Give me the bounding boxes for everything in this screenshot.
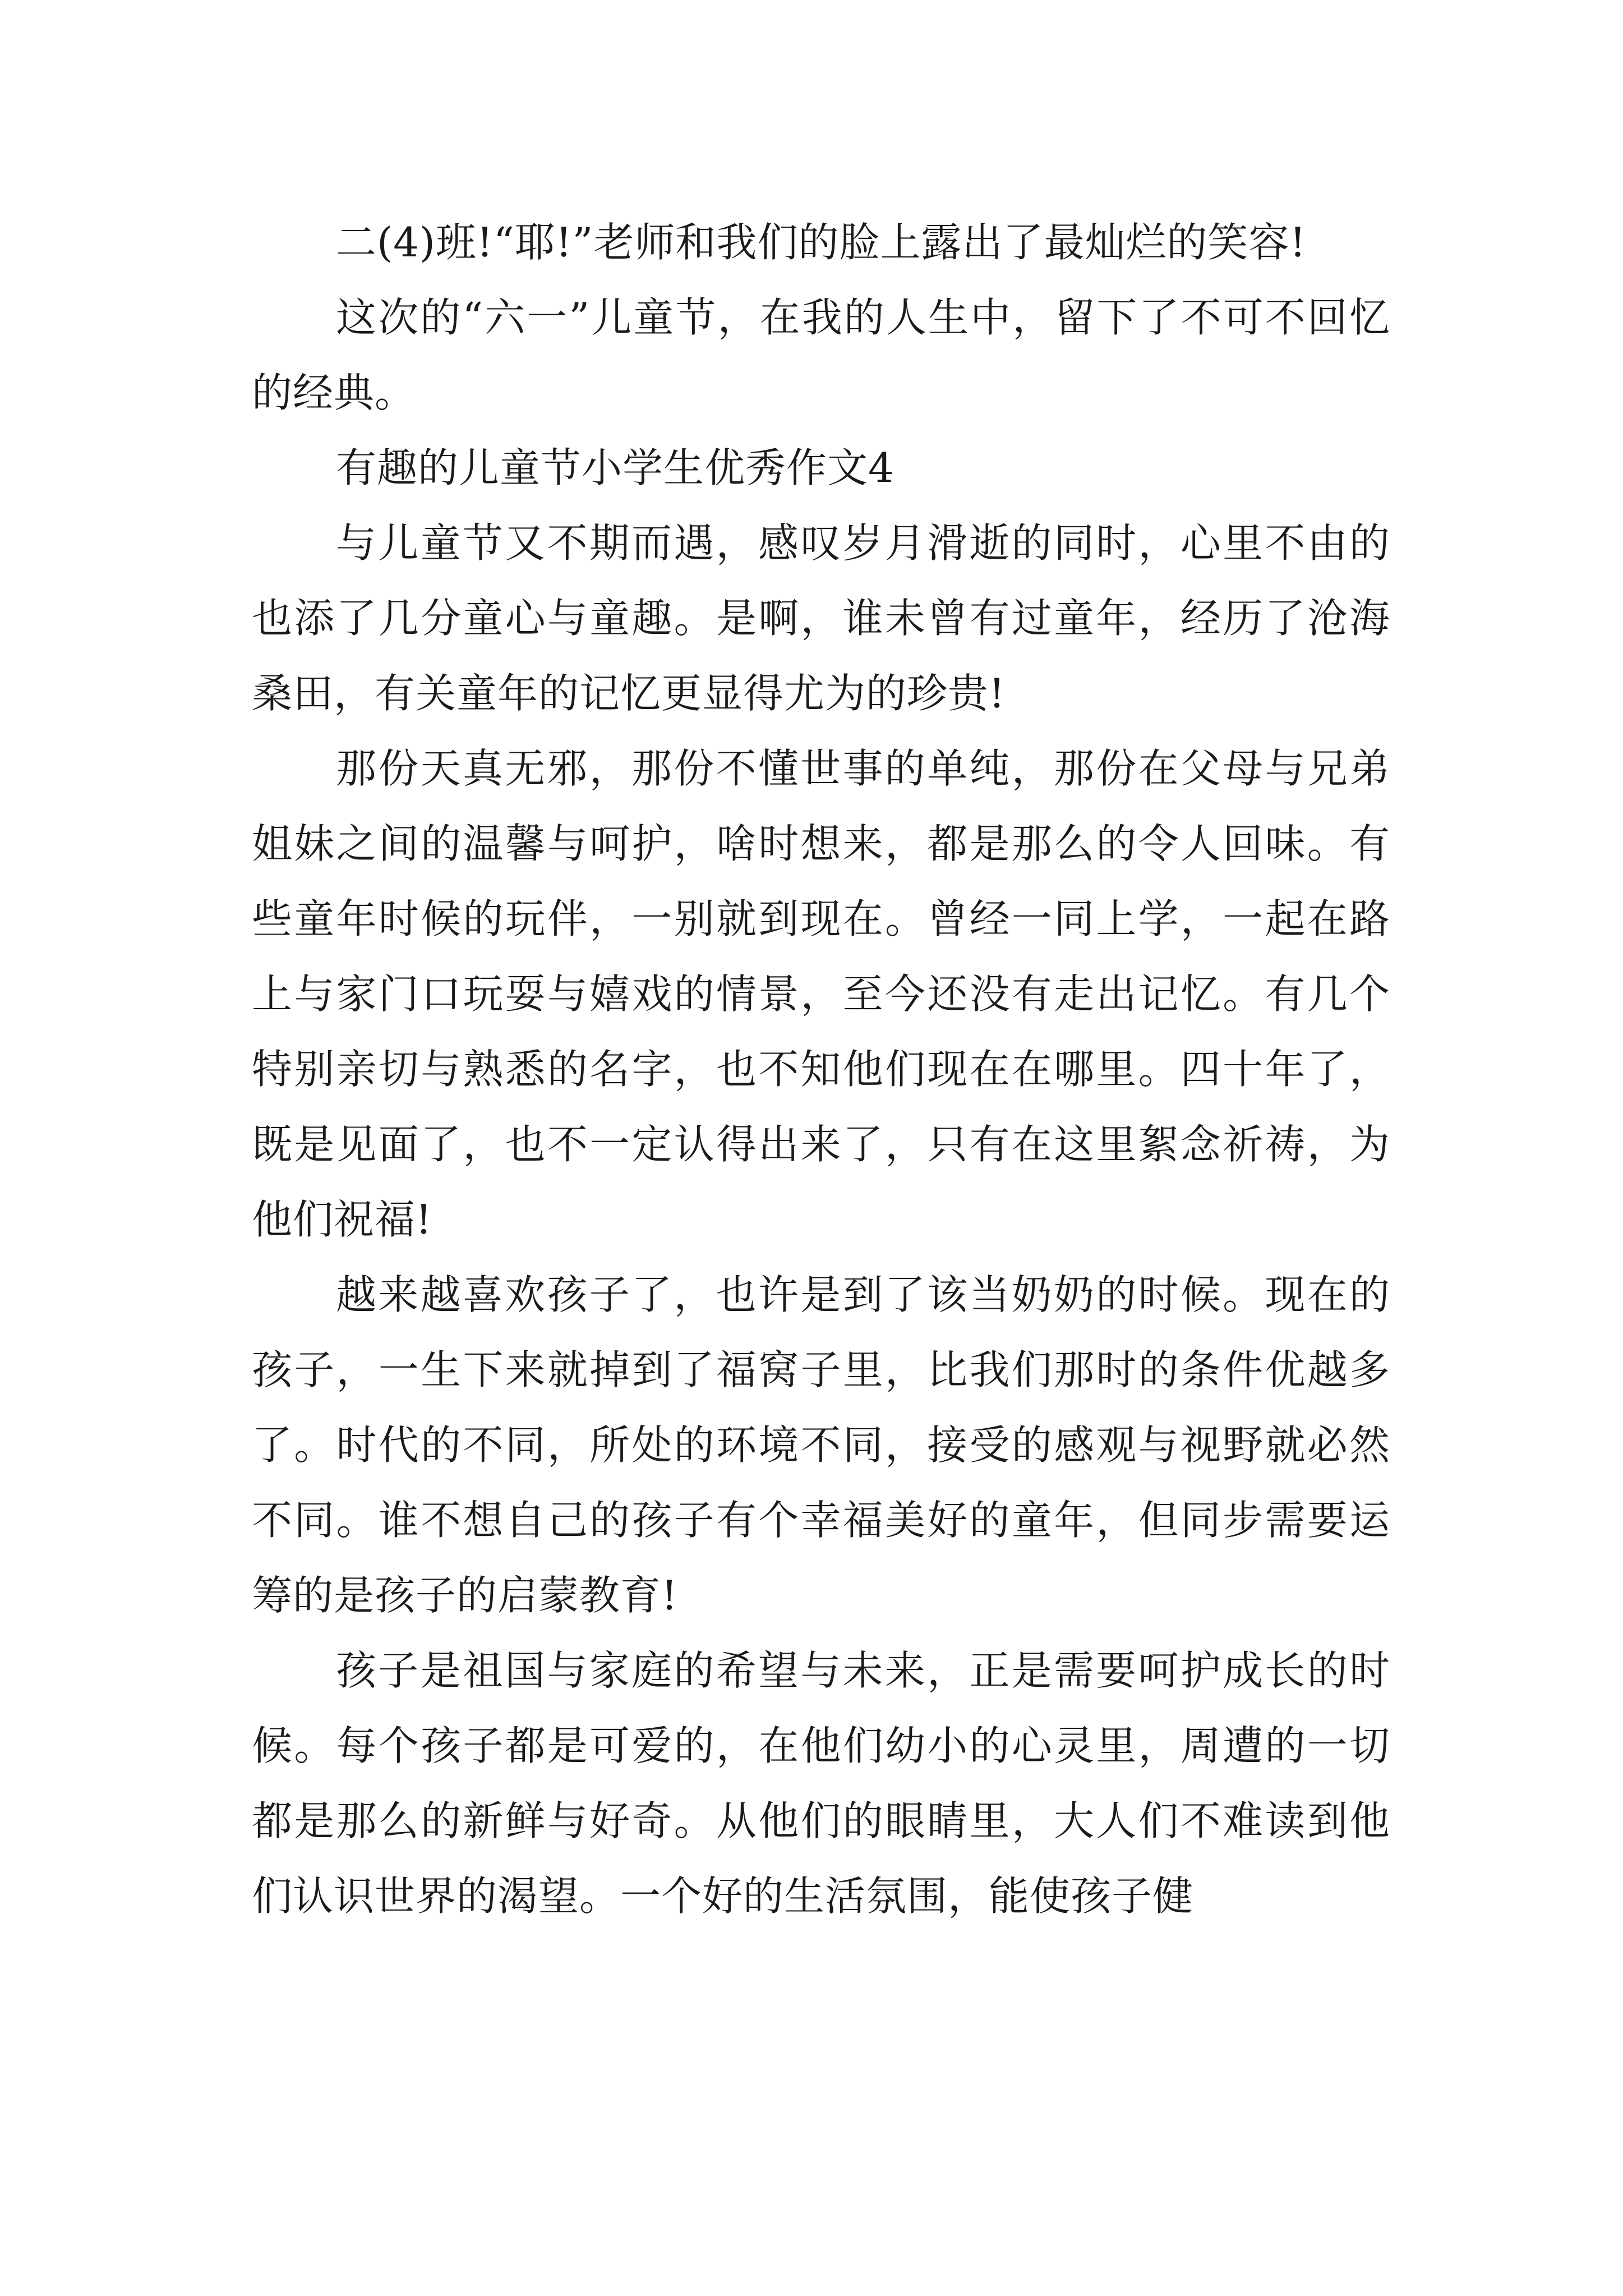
paragraph-1: 二(4)班!“耶!”老师和我们的脸上露出了最灿烂的笑容! — [336, 219, 1307, 266]
document-body — [252, 205, 1390, 1934]
paragraph-6: 孩子是祖国与家庭的希望与未来，正是需要呵护成长的时候。每个孩子都是可爱的，在他们幼小的心灵里，周遭的一切都是那么的新鲜与好奇。从他们的眼睛里，大人们不难读到他们认识世界的渴望。一个好的生活氛围，能使孩子健 — [252, 1647, 1390, 1920]
paragraph-4: 那份天真无邪，那份不懂世事的单纯，那份在父母与兄弟姐妹之间的温馨与呵护，啥时想来，都是那么的令人回味。有些童年时候的玩伴，一别就到现在。曾经一同上学，一起在路上与家门口玩耍与嬉戏的情景，至今还没有走出记忆。有几个特别亲切与熟悉的名字，也不知他们现在在哪里。四十年了，既是见面了，也不一定认得出来了，只有在这里絮念祈祷，为他们祝福! — [252, 745, 1390, 1243]
section-heading: 有趣的儿童节小学生优秀作文4 — [336, 444, 895, 491]
paragraph-2: 这次的“六一”儿童节，在我的人生中，留下了不可不回忆的经典。 — [252, 294, 1390, 416]
paragraph-3: 与儿童节又不期而遇，感叹岁月滑逝的同时，心里不由的也添了几分童心与童趣。是啊，谁未曾有过童年，经历了沧海桑田，有关童年的记忆更显得尤为的珍贵! — [252, 519, 1390, 717]
paragraph-5: 越来越喜欢孩子了，也许是到了该当奶奶的时候。现在的孩子，一生下来就掉到了福窝子里，比我们那时的条件优越多了。时代的不同，所处的环境不同，接受的感观与视野就必然不同。谁不想自己的孩子有个幸福美好的童年，但同步需要运筹的是孩子的启蒙教育! — [252, 1271, 1390, 1619]
